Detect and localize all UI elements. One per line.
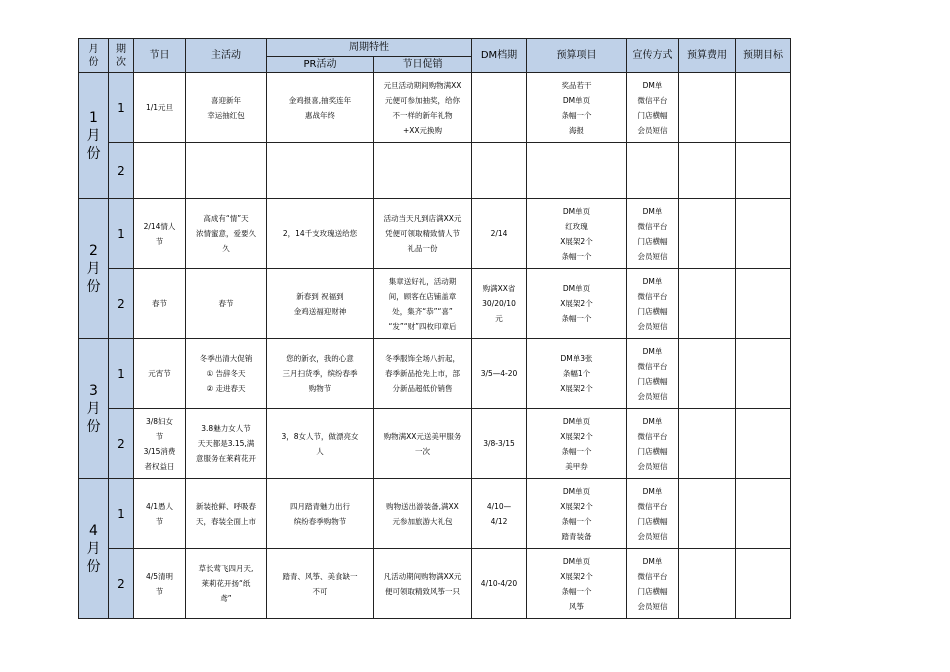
channels-cell: DM单 微信平台 门店横幅 会员短信: [627, 339, 679, 409]
header-week: 期 次: [109, 39, 134, 73]
pr-cell: 新春到 祝福到 金鸡送福迎财神: [267, 269, 374, 339]
promo-cell: [374, 143, 472, 199]
promo-cell: 集章送好礼，活动期 间，顾客在店铺盖章 处，集齐“恭”“喜” “发”“财”四枚印章后: [374, 269, 472, 339]
month-label: 4 月 份: [79, 479, 109, 619]
channels-cell: DM单 微信平台 门店横幅 会员短信: [627, 479, 679, 549]
budget-cost-cell: [679, 269, 736, 339]
budget-cost-cell: [679, 479, 736, 549]
table-row: [79, 199, 791, 269]
dm-cell: [472, 143, 527, 199]
activity-cell: 喜迎新年 幸运抽红包: [186, 73, 267, 143]
table-row: [79, 73, 791, 143]
dm-cell: 4/10-4/20: [472, 549, 527, 619]
budget-target-cell: [736, 143, 791, 199]
pr-cell: 2，14千支玫瑰送给您: [267, 199, 374, 269]
budget-cost-cell: [679, 339, 736, 409]
pr-cell: 踏青、风筝、美食缺一 不可: [267, 549, 374, 619]
table-row: [79, 269, 791, 339]
promo-cell: 购物送出游装备,满XX 元参加旅游大礼包: [374, 479, 472, 549]
week-number: 1: [109, 199, 134, 269]
dm-cell: 2/14: [472, 199, 527, 269]
activity-cell: 冬季出清大促销 ① 告辞冬天 ② 走进春天: [186, 339, 267, 409]
budget-target-cell: [736, 73, 791, 143]
table-row: [79, 339, 791, 409]
pr-cell: [267, 143, 374, 199]
week-number: 2: [109, 409, 134, 479]
promo-cell: 元旦活动期间购物满XX 元便可参加抽奖，给你 不一样的新年礼物 +XX元换购: [374, 73, 472, 143]
header-budget-target: 预期目标: [736, 39, 791, 73]
table-row: [79, 549, 791, 619]
header-budget-items: 预算项目: [527, 39, 627, 73]
festival-cell: 4/5清明 节: [134, 549, 186, 619]
budget-target-cell: [736, 199, 791, 269]
festival-cell: 春节: [134, 269, 186, 339]
pr-cell: 3，8女人节，做漂亮女 人: [267, 409, 374, 479]
week-number: 1: [109, 339, 134, 409]
festival-cell: 2/14情人 节: [134, 199, 186, 269]
budget-target-cell: [736, 269, 791, 339]
pr-cell: 您的新衣，我的心意 三月扫货季，缤纷春季 购物节: [267, 339, 374, 409]
budget-cost-cell: [679, 549, 736, 619]
activity-cell: 高成有“情”天 浓情蜜意，爱要久 久: [186, 199, 267, 269]
budget-target-cell: [736, 339, 791, 409]
budget-items-cell: DM单页 红玫瑰 X展架2个 条幅一个: [527, 199, 627, 269]
activity-cell: 3.8魅力女人节 天天都是3.15,满 意服务在莱莉花开: [186, 409, 267, 479]
month-label: 3 月 份: [79, 339, 109, 479]
budget-items-cell: DM单页 X展架2个 条幅一个 风筝: [527, 549, 627, 619]
budget-cost-cell: [679, 199, 736, 269]
budget-items-cell: 奖品若干 DM单页 条幅一个 海报: [527, 73, 627, 143]
budget-items-cell: [527, 143, 627, 199]
header-period: 周期特性: [267, 39, 472, 57]
promo-cell: 购物满XX元送美甲服务 一次: [374, 409, 472, 479]
dm-cell: 3/8-3/15: [472, 409, 527, 479]
week-number: 1: [109, 73, 134, 143]
channels-cell: DM单 微信平台 门店横幅 会员短信: [627, 269, 679, 339]
dm-cell: 3/5—4-20: [472, 339, 527, 409]
budget-target-cell: [736, 549, 791, 619]
budget-cost-cell: [679, 73, 736, 143]
activity-cell: 新装抢鲜、呼吸春 天，春装全面上市: [186, 479, 267, 549]
budget-target-cell: [736, 479, 791, 549]
header-festival: 节日: [134, 39, 186, 73]
week-number: 2: [109, 143, 134, 199]
dm-cell: 4/10— 4/12: [472, 479, 527, 549]
channels-cell: DM单 微信平台 门店横幅 会员短信: [627, 549, 679, 619]
table-row: [79, 479, 791, 549]
budget-items-cell: DM单页 X展架2个 条幅一个: [527, 269, 627, 339]
promo-cell: 活动当天凡到店满XX元 凭便可领取精致情人节 礼品一份: [374, 199, 472, 269]
pr-cell: 金鸡报喜,抽奖连年 惠战年终: [267, 73, 374, 143]
header-promo: 节日促销: [374, 57, 472, 73]
festival-cell: 1/1元旦: [134, 73, 186, 143]
header-dm: DM档期: [472, 39, 527, 73]
budget-items-cell: DM单页 X展架2个 条幅一个 美甲券: [527, 409, 627, 479]
festival-cell: 3/8妇女 节 3/15消费 者权益日: [134, 409, 186, 479]
festival-cell: [134, 143, 186, 199]
header-month: 月 份: [79, 39, 109, 73]
budget-items-cell: DM单3张 条幅1个 X展架2个: [527, 339, 627, 409]
channels-cell: [627, 143, 679, 199]
week-number: 2: [109, 269, 134, 339]
dm-cell: [472, 73, 527, 143]
header-activity: 主活动: [186, 39, 267, 73]
promo-cell: 冬季服饰全场八折起， 春季新品抢先上市，部 分新品超低价销售: [374, 339, 472, 409]
month-label: 1 月 份: [79, 73, 109, 199]
table-row: [79, 409, 791, 479]
activity-cell: 春节: [186, 269, 267, 339]
budget-cost-cell: [679, 409, 736, 479]
pr-cell: 四月踏青魅力出行 缤纷春季购物节: [267, 479, 374, 549]
activity-cell: [186, 143, 267, 199]
table-row: [79, 143, 791, 199]
month-label: 2 月 份: [79, 199, 109, 339]
header-channels: 宣传方式: [627, 39, 679, 73]
header-budget-cost: 预算费用: [679, 39, 736, 73]
budget-cost-cell: [679, 143, 736, 199]
dm-cell: 购满XX省 30/20/10 元: [472, 269, 527, 339]
channels-cell: DM单 微信平台 门店横幅 会员短信: [627, 409, 679, 479]
channels-cell: DM单 微信平台 门店横幅 会员短信: [627, 73, 679, 143]
activity-cell: 草长莺飞四月天, 莱莉花开扬“纸 鸢”: [186, 549, 267, 619]
promotion-plan-table: [78, 38, 791, 619]
budget-items-cell: DM单页 X展架2个 条幅一个 踏青装备: [527, 479, 627, 549]
festival-cell: 4/1愚人 节: [134, 479, 186, 549]
promo-cell: 凡活动期间购物满XX元 便可领取精致风筝一只: [374, 549, 472, 619]
festival-cell: 元宵节: [134, 339, 186, 409]
week-number: 2: [109, 549, 134, 619]
header-pr: PR活动: [267, 57, 374, 73]
channels-cell: DM单 微信平台 门店横幅 会员短信: [627, 199, 679, 269]
budget-target-cell: [736, 409, 791, 479]
week-number: 1: [109, 479, 134, 549]
